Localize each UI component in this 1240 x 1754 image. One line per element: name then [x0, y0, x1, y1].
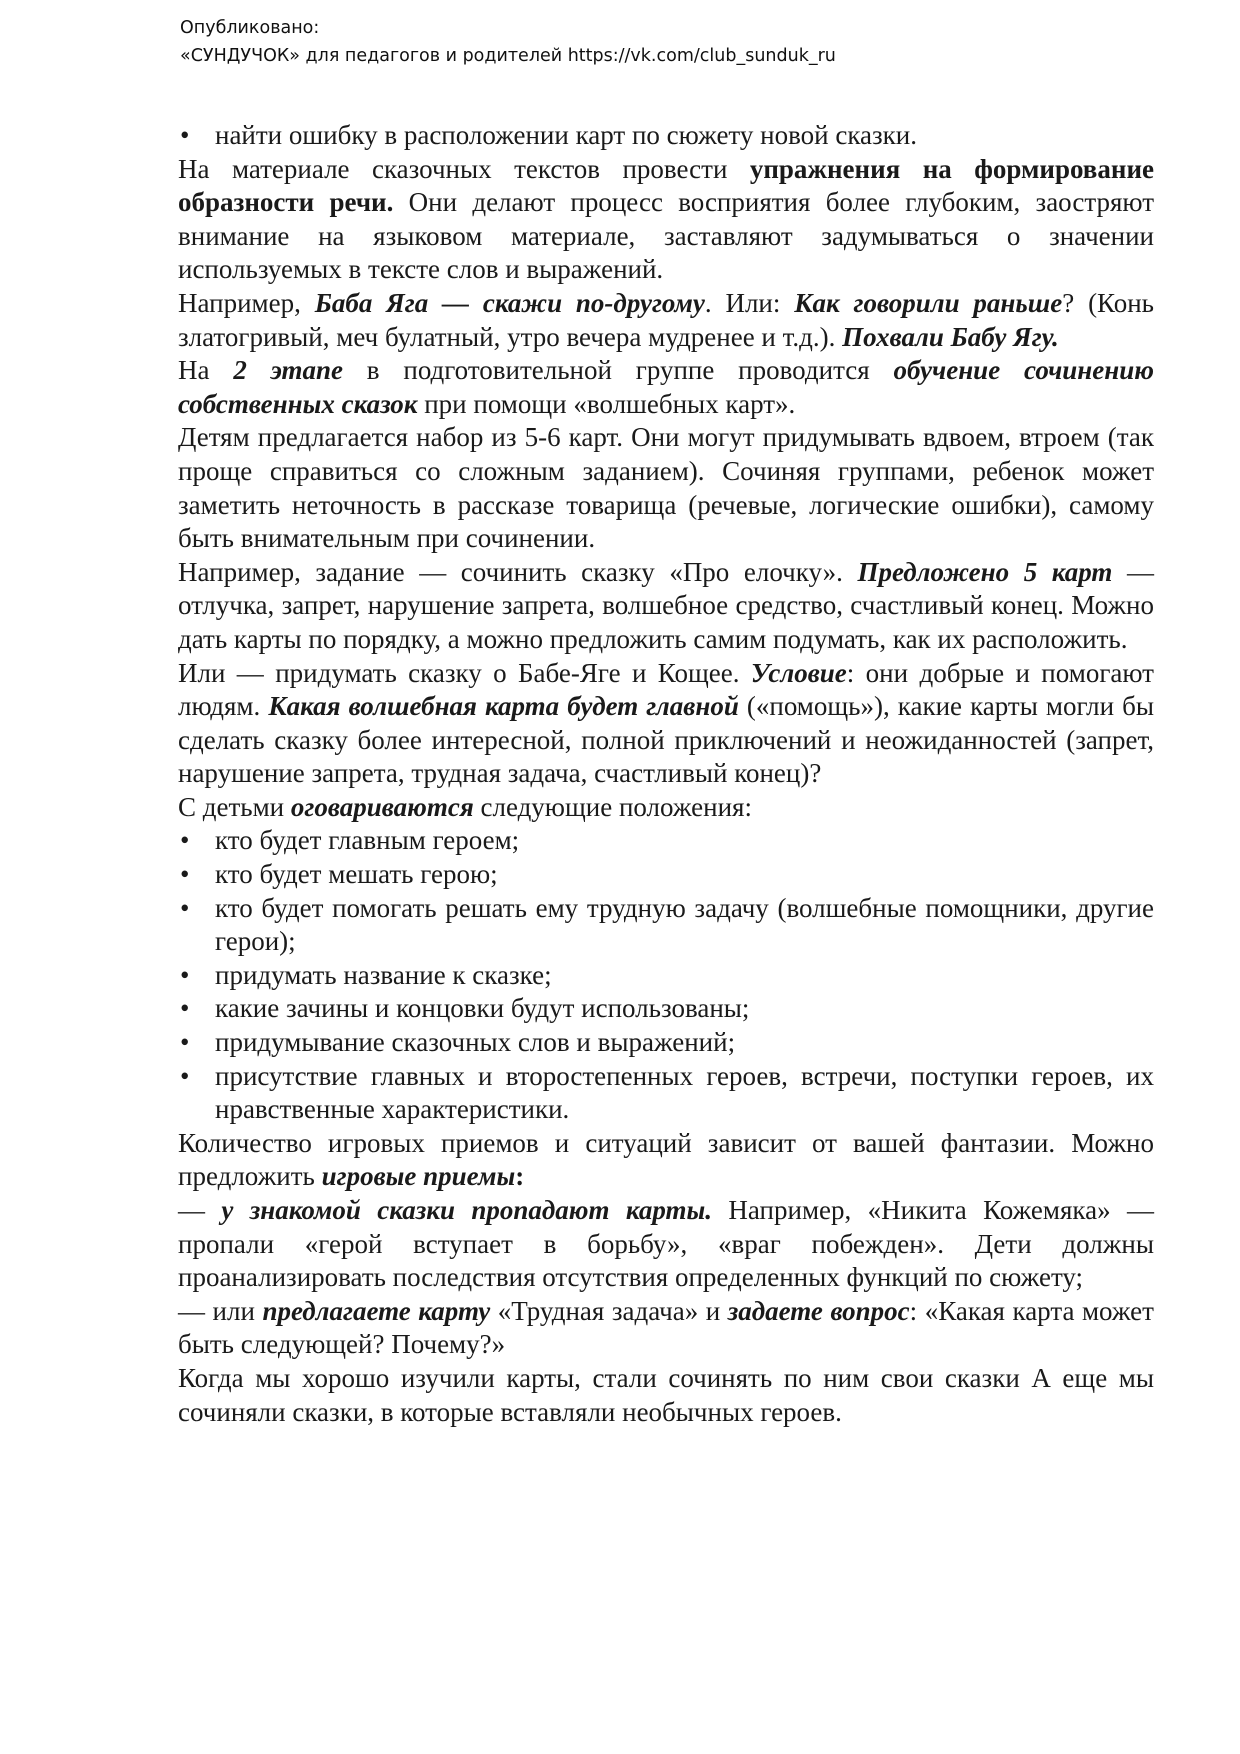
- header-published-label: Опубликовано:: [180, 18, 320, 38]
- emphasis: Условие: [750, 657, 847, 688]
- list-item: • найти ошибку в расположении карт по сюжету новой сказки.: [178, 119, 1154, 153]
- paragraph-conclusion: Когда мы хорошо изучили карты, стали сочинять по ним свои сказки А еще мы сочиняли сказки, в которые вставляли необычных героев.: [178, 1362, 1154, 1427]
- list-item: • кто будет главным героем;: [178, 824, 1154, 858]
- paragraph-stage-two: На 2 этапе в подготовительной группе проводится обучение сочинению собственных сказок при помощи «волшебных карт».: [178, 355, 1154, 419]
- emphasis: Баба Яга — скажи по-другому: [314, 287, 705, 318]
- list-item: • придумывание сказочных слов и выражений;: [178, 1026, 1154, 1060]
- emphasis: у знакомой сказки пропадают карты.: [221, 1195, 713, 1225]
- emphasis: Как говорили раньше: [794, 287, 1063, 318]
- emphasis: обучение сочинению собственных сказок: [178, 355, 1154, 419]
- header-source-line: «СУНДУЧОК» для педагогов и родителей https://vk.com/club_sunduk_ru: [180, 46, 836, 66]
- emphasis: Предложено 5 карт: [857, 556, 1113, 587]
- document-body: [178, 119, 1154, 1429]
- emphasis: оговариваются: [290, 791, 474, 822]
- paragraph-example-baba-yaga: Например, Баба Яга — скажи по-другому. Или: Как говорили раньше? (Конь златогривый, меч булатный, утро вечера мудренее и т.д.). Похвали Бабу Ягу.: [178, 287, 1154, 352]
- paragraph-example-tree: Например, задание — сочинить сказку «Про елочку». Предложено 5 карт — отлучка, запрет, нарушение запрета, волшебное средство, счастливый конец. Можно дать карты по порядку, а можно предложить самим подумать, как их расположить.: [178, 556, 1154, 654]
- list-item: • придумать название к сказке;: [178, 959, 1154, 993]
- emphasis: задаете вопрос: [727, 1295, 910, 1326]
- emphasis: игровые приемы: [321, 1161, 516, 1192]
- paragraph-difficult-task: — или предлагаете карту «Трудная задача» и задаете вопрос: «Какая карта может быть следующей? Почему?»: [178, 1295, 1154, 1360]
- paragraph-example-koschei: Или — придумать сказку о Бабе-Яге и Кощее. Условие: они добрые и помогают людям. Какая волшебная карта будет главной («помощь»), какие карты могли бы сделать сказку более интересной, полной приключений и неожиданностей (запрет, нарушение запрета, трудная задача, счастливый конец)?: [178, 657, 1155, 789]
- list-item: • кто будет мешать герою;: [178, 858, 1154, 892]
- emphasis: 2 этапе: [233, 355, 343, 386]
- paragraph-exercises: На материале сказочных текстов провести упражнения на формирование образности речи. Они делают процесс восприятия более глубоким, заостряют внимание на языковом материале, заставляют задумываться о значении используемых в тексте слов и выражений.: [178, 153, 1154, 285]
- paragraph-game-techniques: Количество игровых приемов и ситуаций зависит от вашей фантазии. Можно предложить игровые приемы:: [178, 1127, 1154, 1192]
- publication-header: [180, 14, 836, 70]
- list-item: • какие зачины и концовки будут использованы;: [178, 992, 1154, 1026]
- bullet-list-provisions: [178, 824, 1154, 1126]
- emphasis: предлагаете карту: [262, 1295, 491, 1326]
- list-item: • кто будет помогать решать ему трудную задачу (волшебные помощники, другие герои);: [178, 892, 1154, 959]
- paragraph-missing-cards: — у знакомой сказки пропадают карты. Например, «Никита Кожемяка» — пропали «герой вступает в борьбу», «враг побежден». Дети должны проанализировать последствия отсутствия определенных функций по сюжету;: [178, 1195, 1154, 1293]
- paragraph-provisions-intro: С детьми оговариваются следующие положения:: [178, 791, 752, 822]
- list-item: • присутствие главных и второстепенных героев, встречи, поступки героев, их нравственные характеристики.: [178, 1060, 1154, 1127]
- emphasis: Какая волшебная карта будет главной: [268, 691, 739, 722]
- paragraph-card-set: Детям предлагается набор из 5-6 карт. Они могут придумывать вдвоем, втроем (так проще справиться со сложным заданием). Сочиняя группами, ребенок может заметить неточность в рассказе товарища (речевые, логические ошибки), самому быть внимательным при сочинении.: [178, 422, 1154, 554]
- bullet-list-top: [178, 119, 1154, 153]
- emphasis: упражнения на формирование образности речи.: [178, 153, 1154, 218]
- emphasis: Похвали Бабу Ягу.: [842, 321, 1059, 352]
